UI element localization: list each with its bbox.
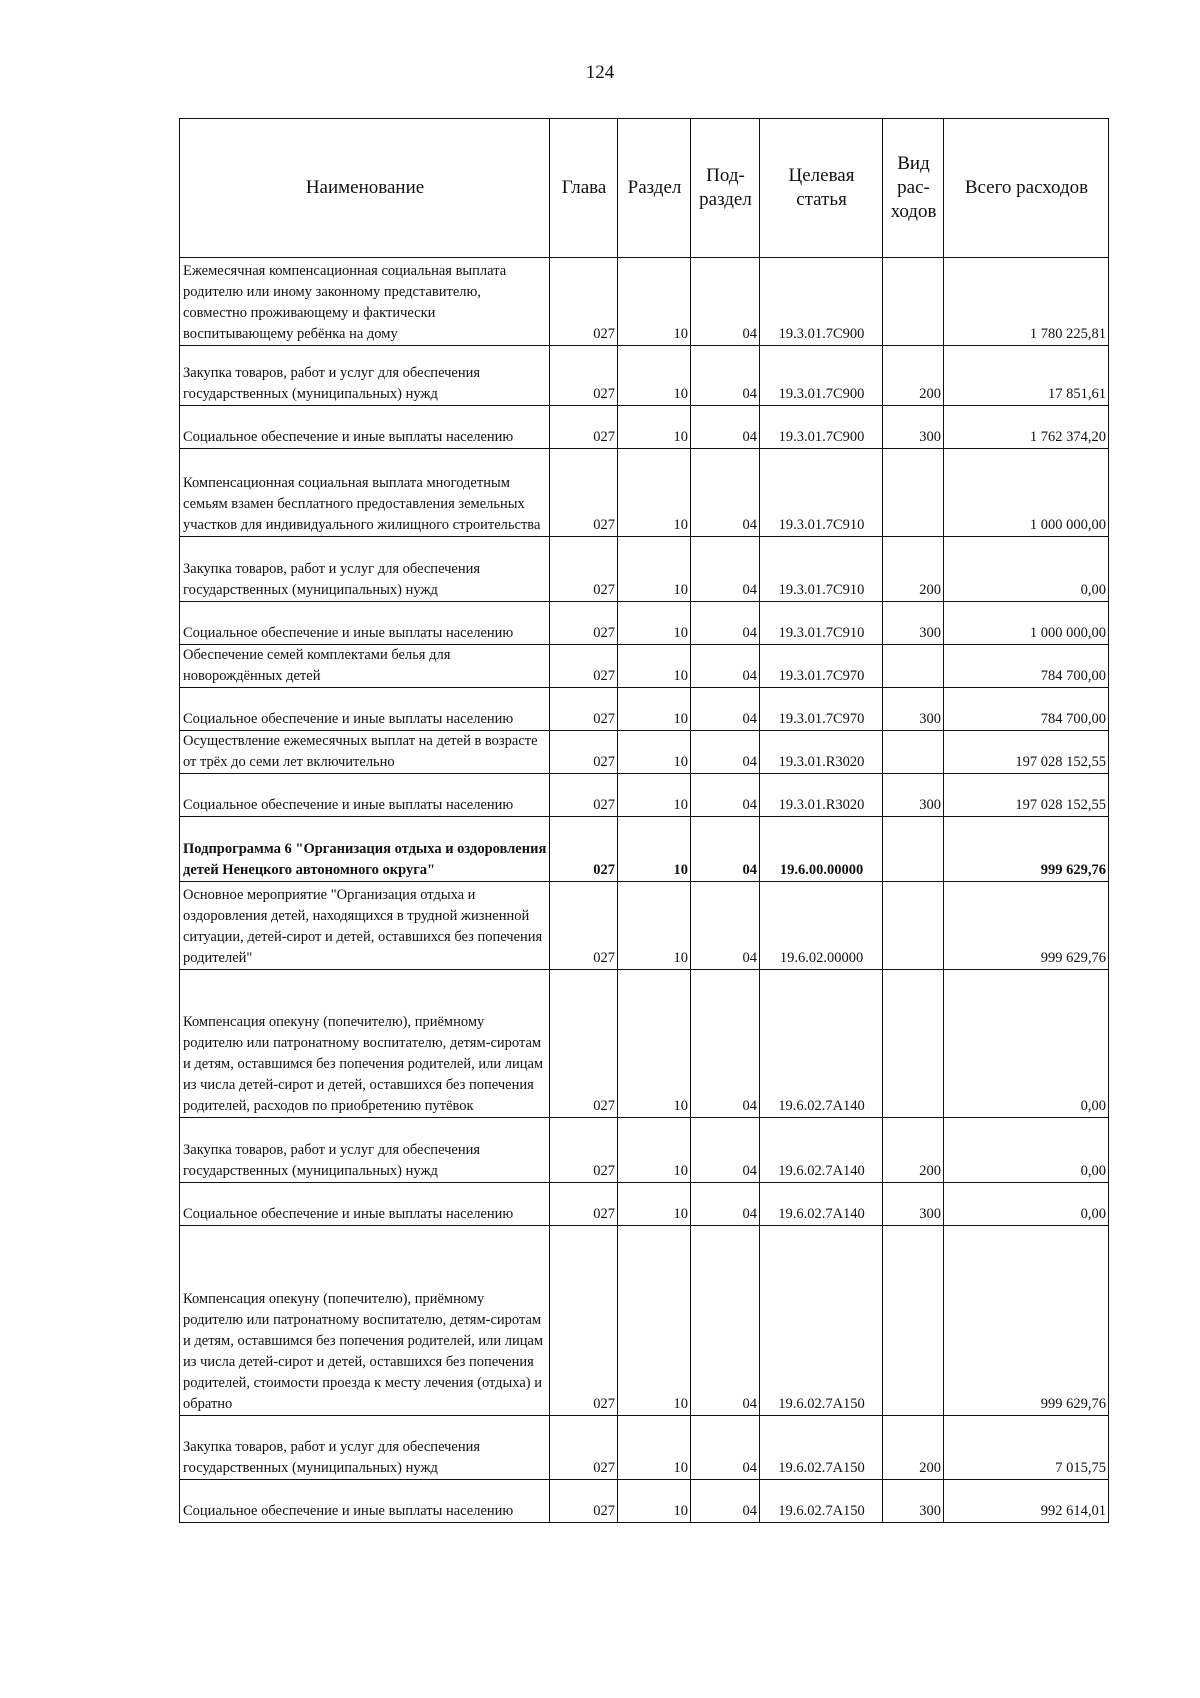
cell-vid: 300	[883, 1183, 944, 1226]
cell-podrazdel: 04	[691, 1118, 760, 1183]
table-row	[180, 537, 1109, 602]
cell-vid: 300	[883, 774, 944, 817]
cell-podrazdel: 04	[691, 449, 760, 537]
cell-name: Закупка товаров, работ и услуг для обеспечения государственных (муниципальных) нужд	[180, 346, 550, 406]
cell-name: Компенсационная социальная выплата многодетным семьям взамен бесплатного предоставления земельных участков для индивидуального жилищного строительства	[180, 449, 550, 537]
header-total: Всего расходов	[944, 119, 1109, 258]
cell-total: 992 614,01	[944, 1480, 1109, 1523]
cell-glava: 027	[550, 970, 618, 1118]
page-number: 124	[585, 62, 615, 83]
cell-celevaya: 19.3.01.7С900	[760, 258, 883, 346]
table-row	[180, 731, 1109, 774]
table-row	[180, 449, 1109, 537]
table-row	[180, 602, 1109, 645]
cell-vid	[883, 731, 944, 774]
cell-podrazdel: 04	[691, 645, 760, 688]
cell-name: Социальное обеспечение и иные выплаты населению	[180, 1183, 550, 1226]
table-row	[180, 1183, 1109, 1226]
cell-glava: 027	[550, 602, 618, 645]
cell-razdel: 10	[618, 645, 691, 688]
cell-total: 17 851,61	[944, 346, 1109, 406]
expenditure-table	[179, 118, 1109, 1523]
cell-total: 7 015,75	[944, 1416, 1109, 1480]
cell-vid	[883, 970, 944, 1118]
cell-celevaya: 19.3.01.7С900	[760, 406, 883, 449]
cell-vid: 300	[883, 1480, 944, 1523]
cell-celevaya: 19.3.01.R3020	[760, 731, 883, 774]
cell-glava: 027	[550, 449, 618, 537]
cell-vid: 200	[883, 537, 944, 602]
cell-name: Социальное обеспечение и иные выплаты населению	[180, 602, 550, 645]
cell-celevaya: 19.6.02.7А140	[760, 1118, 883, 1183]
cell-name: Основное мероприятие "Организация отдыха и оздоровления детей, находящихся в трудной жизненной ситуации, детей-сирот и детей, оставшихся без попечения родителей"	[180, 882, 550, 970]
table-row	[180, 1416, 1109, 1480]
cell-celevaya: 19.6.02.7А150	[760, 1480, 883, 1523]
cell-name: Ежемесячная компенсационная социальная выплата родителю или иному законному представителю, совместно проживающему и фактически воспитывающему ребёнка на дому	[180, 258, 550, 346]
table-row	[180, 1118, 1109, 1183]
cell-podrazdel: 04	[691, 817, 760, 882]
cell-celevaya: 19.3.01.7С910	[760, 449, 883, 537]
cell-name: Социальное обеспечение и иные выплаты населению	[180, 1480, 550, 1523]
cell-glava: 027	[550, 258, 618, 346]
header-podrazdel: Под- раздел	[691, 119, 760, 258]
cell-podrazdel: 04	[691, 258, 760, 346]
cell-name: Обеспечение семей комплектами белья для новорождённых детей	[180, 645, 550, 688]
cell-celevaya: 19.3.01.7С900	[760, 346, 883, 406]
cell-razdel: 10	[618, 1480, 691, 1523]
cell-glava: 027	[550, 1416, 618, 1480]
cell-razdel: 10	[618, 1183, 691, 1226]
cell-glava: 027	[550, 731, 618, 774]
table-row	[180, 688, 1109, 731]
cell-name: Социальное обеспечение и иные выплаты населению	[180, 406, 550, 449]
table-body	[180, 258, 1109, 1523]
cell-total: 0,00	[944, 537, 1109, 602]
cell-podrazdel: 04	[691, 1480, 760, 1523]
cell-glava: 027	[550, 1226, 618, 1416]
cell-podrazdel: 04	[691, 774, 760, 817]
cell-podrazdel: 04	[691, 406, 760, 449]
cell-podrazdel: 04	[691, 688, 760, 731]
cell-celevaya: 19.6.02.00000	[760, 882, 883, 970]
cell-celevaya: 19.3.01.7С910	[760, 537, 883, 602]
table-row	[180, 882, 1109, 970]
header-razdel: Раздел	[618, 119, 691, 258]
cell-total: 1 000 000,00	[944, 449, 1109, 537]
cell-glava: 027	[550, 537, 618, 602]
cell-celevaya: 19.3.01.7С910	[760, 602, 883, 645]
cell-name: Социальное обеспечение и иные выплаты населению	[180, 774, 550, 817]
cell-total: 999 629,76	[944, 817, 1109, 882]
cell-total: 1 780 225,81	[944, 258, 1109, 346]
table-header-row	[180, 119, 1109, 258]
cell-total: 0,00	[944, 1183, 1109, 1226]
cell-glava: 027	[550, 774, 618, 817]
cell-name: Подпрограмма 6 "Организация отдыха и оздоровления детей Ненецкого автономного округа"	[180, 817, 550, 882]
cell-total: 0,00	[944, 970, 1109, 1118]
cell-total: 1 762 374,20	[944, 406, 1109, 449]
cell-name: Осуществление ежемесячных выплат на детей в возрасте от трёх до семи лет включительно	[180, 731, 550, 774]
cell-vid: 300	[883, 688, 944, 731]
cell-vid	[883, 645, 944, 688]
cell-glava: 027	[550, 346, 618, 406]
cell-glava: 027	[550, 688, 618, 731]
cell-razdel: 10	[618, 1226, 691, 1416]
cell-podrazdel: 04	[691, 1226, 760, 1416]
cell-total: 1 000 000,00	[944, 602, 1109, 645]
cell-total: 197 028 152,55	[944, 731, 1109, 774]
cell-total: 784 700,00	[944, 688, 1109, 731]
cell-name: Закупка товаров, работ и услуг для обеспечения государственных (муниципальных) нужд	[180, 537, 550, 602]
cell-vid: 200	[883, 1118, 944, 1183]
cell-podrazdel: 04	[691, 1416, 760, 1480]
cell-podrazdel: 04	[691, 731, 760, 774]
cell-razdel: 10	[618, 970, 691, 1118]
cell-razdel: 10	[618, 817, 691, 882]
cell-name: Социальное обеспечение и иные выплаты населению	[180, 688, 550, 731]
table-row	[180, 1226, 1109, 1416]
table-row	[180, 346, 1109, 406]
cell-podrazdel: 04	[691, 346, 760, 406]
cell-name: Закупка товаров, работ и услуг для обеспечения государственных (муниципальных) нужд	[180, 1118, 550, 1183]
cell-total: 197 028 152,55	[944, 774, 1109, 817]
cell-vid: 300	[883, 602, 944, 645]
table-row	[180, 774, 1109, 817]
table-row	[180, 970, 1109, 1118]
cell-glava: 027	[550, 1118, 618, 1183]
cell-vid	[883, 258, 944, 346]
cell-total: 0,00	[944, 1118, 1109, 1183]
cell-razdel: 10	[618, 406, 691, 449]
cell-name: Компенсация опекуну (попечителю), приёмному родителю или патронатному воспитателю, детям-сиротам и детям, оставшимся без попечения родителей, или лицам из числа детей-сирот и детей, оставшихся без попечения родителей, расходов по приобретению путёвок	[180, 970, 550, 1118]
cell-celevaya: 19.6.02.7А150	[760, 1226, 883, 1416]
cell-glava: 027	[550, 1183, 618, 1226]
cell-glava: 027	[550, 882, 618, 970]
cell-celevaya: 19.3.01.7С970	[760, 645, 883, 688]
cell-glava: 027	[550, 817, 618, 882]
cell-razdel: 10	[618, 1416, 691, 1480]
table-row	[180, 406, 1109, 449]
cell-vid: 300	[883, 406, 944, 449]
cell-razdel: 10	[618, 688, 691, 731]
cell-razdel: 10	[618, 602, 691, 645]
cell-celevaya: 19.3.01.R3020	[760, 774, 883, 817]
cell-vid	[883, 449, 944, 537]
header-celevaya: Целевая статья	[760, 119, 883, 258]
table-row	[180, 1480, 1109, 1523]
cell-podrazdel: 04	[691, 537, 760, 602]
cell-glava: 027	[550, 645, 618, 688]
cell-podrazdel: 04	[691, 602, 760, 645]
header-glava: Глава	[550, 119, 618, 258]
cell-celevaya: 19.6.02.7А150	[760, 1416, 883, 1480]
table-row	[180, 645, 1109, 688]
header-vid: Вид рас- ходов	[883, 119, 944, 258]
cell-podrazdel: 04	[691, 1183, 760, 1226]
cell-total: 999 629,76	[944, 882, 1109, 970]
cell-celevaya: 19.6.02.7А140	[760, 970, 883, 1118]
cell-podrazdel: 04	[691, 970, 760, 1118]
cell-razdel: 10	[618, 258, 691, 346]
cell-vid	[883, 882, 944, 970]
cell-razdel: 10	[618, 731, 691, 774]
cell-razdel: 10	[618, 346, 691, 406]
cell-razdel: 10	[618, 774, 691, 817]
cell-celevaya: 19.3.01.7С970	[760, 688, 883, 731]
header-name: Наименование	[180, 119, 550, 258]
cell-celevaya: 19.6.00.00000	[760, 817, 883, 882]
cell-razdel: 10	[618, 882, 691, 970]
cell-name: Закупка товаров, работ и услуг для обеспечения государственных (муниципальных) нужд	[180, 1416, 550, 1480]
cell-razdel: 10	[618, 449, 691, 537]
table-row	[180, 817, 1109, 882]
cell-total: 999 629,76	[944, 1226, 1109, 1416]
cell-razdel: 10	[618, 1118, 691, 1183]
cell-razdel: 10	[618, 537, 691, 602]
cell-vid: 200	[883, 346, 944, 406]
cell-vid	[883, 817, 944, 882]
cell-glava: 027	[550, 406, 618, 449]
cell-name: Компенсация опекуну (попечителю), приёмному родителю или патронатному воспитателю, детям-сиротам и детям, оставшимся без попечения родителей, или лицам из числа детей-сирот и детей, оставшихся без попечения родителей, стоимости проезда к месту лечения (отдыха) и обратно	[180, 1226, 550, 1416]
cell-vid: 200	[883, 1416, 944, 1480]
table-row	[180, 258, 1109, 346]
cell-vid	[883, 1226, 944, 1416]
cell-total: 784 700,00	[944, 645, 1109, 688]
cell-celevaya: 19.6.02.7А140	[760, 1183, 883, 1226]
cell-podrazdel: 04	[691, 882, 760, 970]
cell-glava: 027	[550, 1480, 618, 1523]
